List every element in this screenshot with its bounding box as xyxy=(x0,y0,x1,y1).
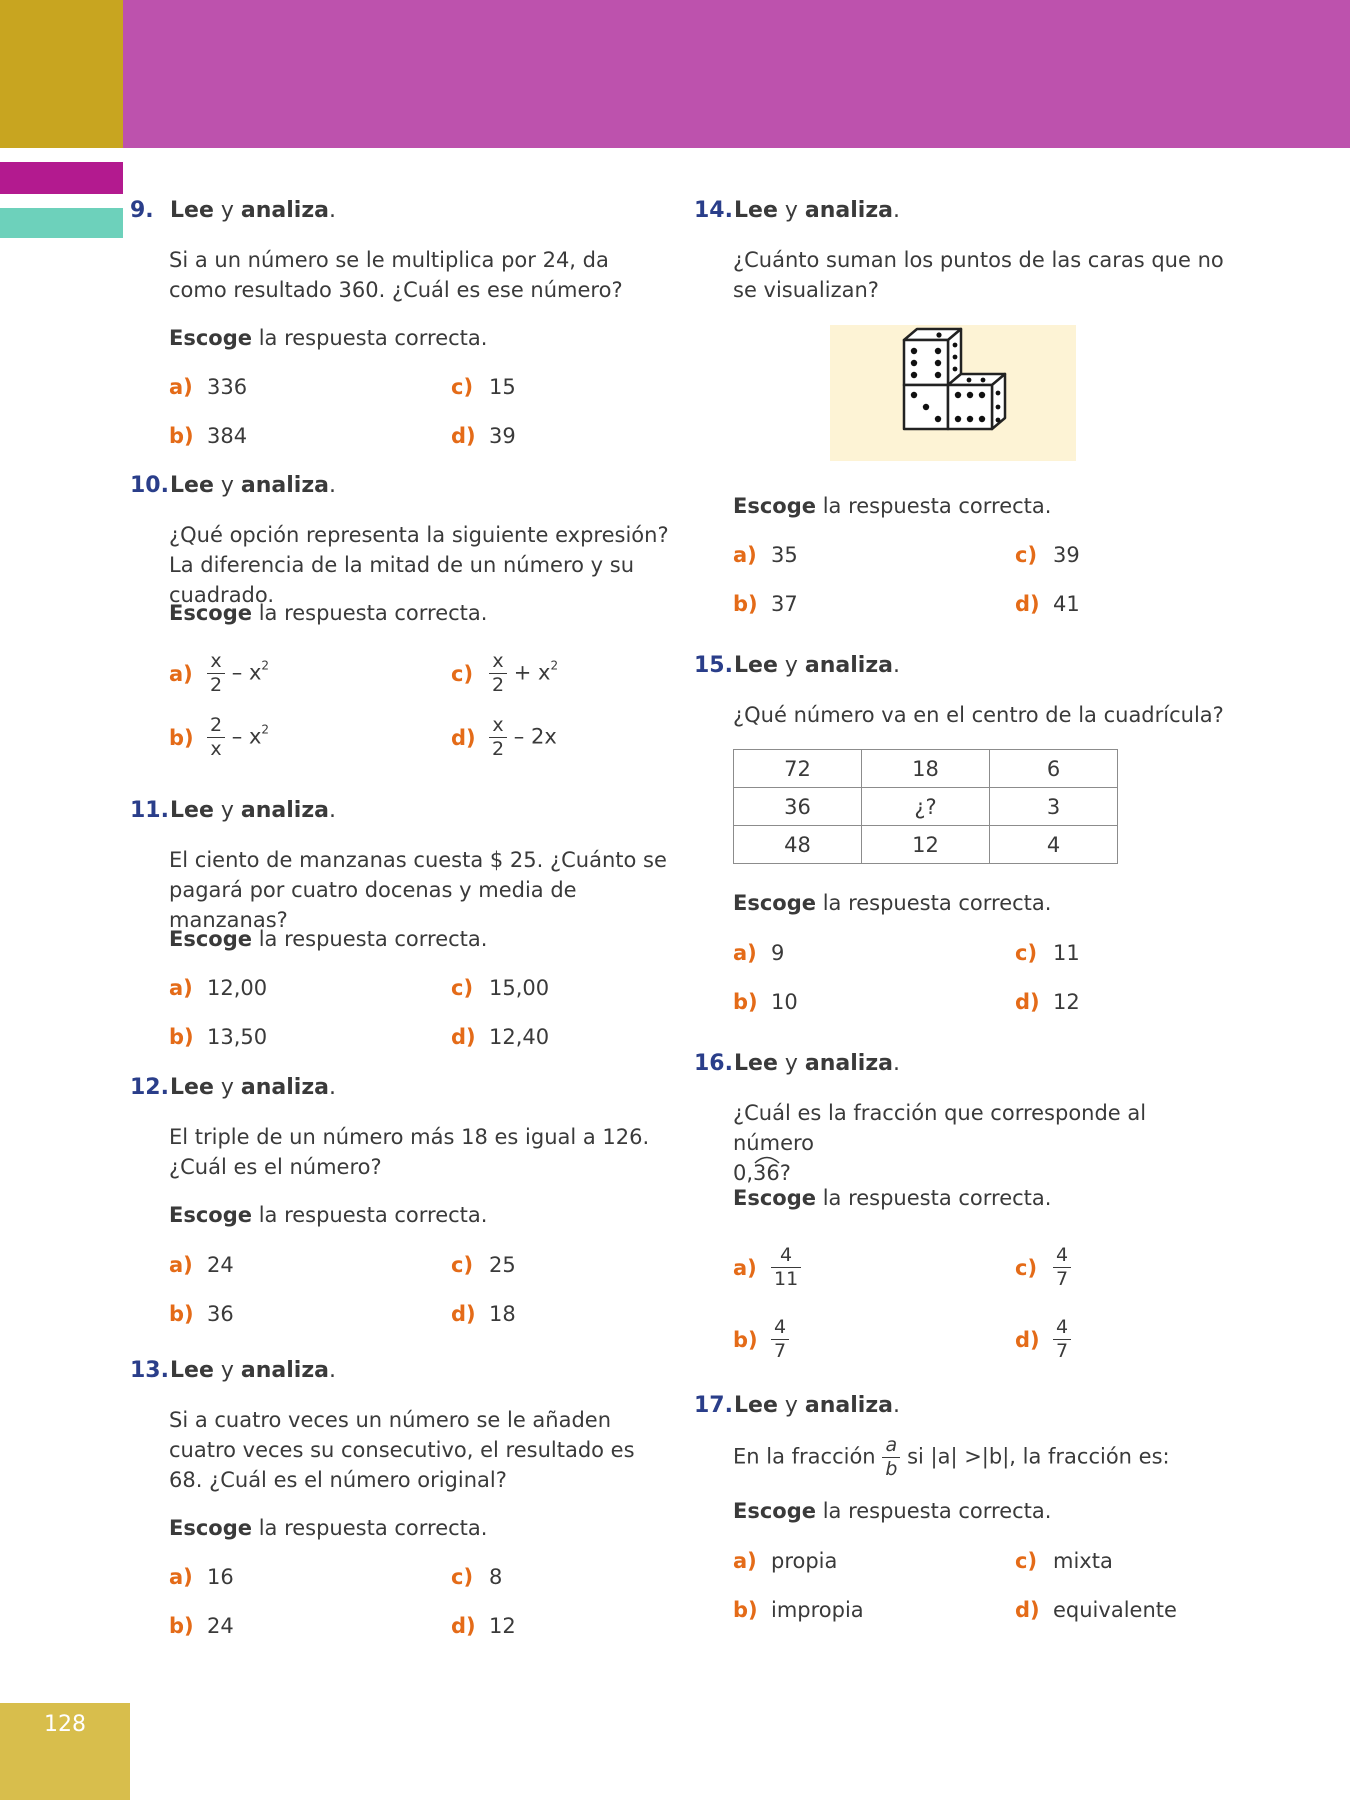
y-word: y xyxy=(220,1075,234,1100)
escoge-word: Escoge xyxy=(169,601,252,625)
option-value: 9 xyxy=(771,941,785,965)
question-14-instruction xyxy=(733,494,1051,518)
analiza-word: analiza xyxy=(240,1358,329,1383)
lee-word: Lee xyxy=(170,1358,214,1383)
grid-cell-unknown: ¿? xyxy=(862,788,990,826)
option-letter: b) xyxy=(169,424,194,448)
option-letter: c) xyxy=(1015,543,1038,567)
option-letter: d) xyxy=(451,725,476,750)
dot: . xyxy=(893,1393,900,1418)
dot: . xyxy=(893,198,900,223)
option-value: 15,00 xyxy=(489,976,550,1000)
grid-row xyxy=(734,826,1118,864)
question-17-option-a[interactable] xyxy=(733,1549,837,1573)
lee-word: Lee xyxy=(170,473,214,498)
question-11-option-c[interactable] xyxy=(451,976,549,1000)
escoge-word: Escoge xyxy=(169,927,252,951)
escoge-word: Escoge xyxy=(169,326,252,350)
repeating-decimal xyxy=(753,1158,780,1188)
question-14-option-a[interactable] xyxy=(733,543,798,567)
dot: . xyxy=(329,1358,336,1383)
question-9-option-d[interactable] xyxy=(451,424,516,448)
fraction-numerator: a xyxy=(882,1436,900,1458)
exponent: 2 xyxy=(550,658,559,673)
option-value: 36 xyxy=(207,1302,234,1326)
escoge-word: Escoge xyxy=(169,1516,252,1540)
fraction xyxy=(1053,1318,1071,1361)
question-number: 13. xyxy=(130,1358,169,1383)
option-value: 12,40 xyxy=(489,1025,550,1049)
grid-cell: 48 xyxy=(734,826,862,864)
option-letter: a) xyxy=(733,1549,757,1573)
option-value: 15 xyxy=(489,375,516,399)
question-number: 11. xyxy=(130,798,169,823)
fraction-numerator: 4 xyxy=(1053,1246,1071,1268)
question-15-instruction xyxy=(733,891,1051,915)
question-17-option-b[interactable] xyxy=(733,1598,864,1622)
option-letter: a) xyxy=(733,543,757,567)
option-letter: a) xyxy=(169,1253,193,1277)
escoge-word: Escoge xyxy=(169,1203,252,1227)
question-14-option-d[interactable] xyxy=(1015,592,1080,616)
grid-cell: 3 xyxy=(990,788,1118,826)
question-11-option-d[interactable] xyxy=(451,1025,549,1049)
statement-text: En la fracción xyxy=(733,1444,876,1469)
option-letter: d) xyxy=(451,1302,476,1326)
fraction-denominator: 7 xyxy=(1056,1268,1069,1290)
fraction xyxy=(489,716,507,759)
option-letter: a) xyxy=(169,661,193,686)
option-letter: c) xyxy=(451,1565,474,1589)
option-value: 12 xyxy=(489,1614,516,1638)
fraction-numerator: x xyxy=(207,652,225,674)
option-value: equivalente xyxy=(1053,1598,1177,1622)
option-letter: c) xyxy=(451,976,474,1000)
question-16-option-b[interactable] xyxy=(733,1318,789,1361)
dot: . xyxy=(893,1051,900,1076)
arc-icon xyxy=(753,1154,781,1164)
option-letter: b) xyxy=(169,1302,194,1326)
question-16-option-d[interactable] xyxy=(1015,1318,1071,1361)
option-letter: b) xyxy=(733,990,758,1014)
instruction-text: la respuesta correcta. xyxy=(258,601,488,625)
grid-cell: 6 xyxy=(990,750,1118,788)
question-12-option-d[interactable] xyxy=(451,1302,516,1326)
question-9-statement: Si a un número se le multiplica por 24, da como resultado 360. ¿Cuál es ese número? xyxy=(169,248,623,302)
decimal-period: 36 xyxy=(753,1161,780,1185)
option-letter: c) xyxy=(1015,1255,1038,1280)
option-value: 13,50 xyxy=(207,1025,268,1049)
option-letter: d) xyxy=(1015,592,1040,616)
question-12-option-c[interactable] xyxy=(451,1253,516,1277)
fraction-denominator: 2 xyxy=(492,738,505,760)
option-letter: d) xyxy=(451,1614,476,1638)
instruction-text: la respuesta correcta. xyxy=(258,927,488,951)
fraction xyxy=(771,1318,789,1361)
dot: . xyxy=(893,653,900,678)
option-value: 384 xyxy=(207,424,248,448)
question-9-option-c[interactable] xyxy=(451,375,516,399)
fraction-denominator: b xyxy=(885,1458,898,1480)
question-17-option-d[interactable] xyxy=(1015,1598,1177,1622)
lee-word: Lee xyxy=(734,1393,778,1418)
question-16-heading xyxy=(694,1051,900,1076)
fraction-numerator: x xyxy=(489,652,507,674)
question-17-statement xyxy=(733,1436,1253,1479)
fraction-denominator: 7 xyxy=(1056,1340,1069,1362)
option-letter: d) xyxy=(451,424,476,448)
option-letter: c) xyxy=(451,375,474,399)
analiza-word: analiza xyxy=(240,198,329,223)
instruction-text: la respuesta correcta. xyxy=(822,1499,1052,1523)
option-value: 37 xyxy=(771,592,798,616)
question-10-heading xyxy=(130,473,336,498)
question-16-instruction xyxy=(733,1186,1051,1210)
question-15-option-a[interactable] xyxy=(733,941,784,965)
analiza-word: analiza xyxy=(804,1393,893,1418)
question-number: 10. xyxy=(130,473,169,498)
option-letter: b) xyxy=(733,592,758,616)
question-10-option-d[interactable] xyxy=(451,716,557,759)
y-word: y xyxy=(784,198,798,223)
page-number: 128 xyxy=(44,1712,86,1737)
fraction-numerator: 2 xyxy=(207,716,225,738)
analiza-word: analiza xyxy=(240,473,329,498)
question-number: 16. xyxy=(694,1051,733,1076)
option-letter: a) xyxy=(169,375,193,399)
question-11-heading xyxy=(130,798,336,823)
option-value: propia xyxy=(771,1549,838,1573)
grid-cell: 18 xyxy=(862,750,990,788)
fraction xyxy=(207,716,225,759)
fraction-denominator: 11 xyxy=(774,1268,799,1290)
question-14-heading xyxy=(694,198,900,223)
escoge-word: Escoge xyxy=(733,494,816,518)
expression-term: – x xyxy=(231,660,262,685)
fraction-numerator: 4 xyxy=(771,1318,789,1340)
question-12-instruction xyxy=(169,1203,487,1227)
option-letter: d) xyxy=(1015,990,1040,1014)
question-17-heading xyxy=(694,1393,900,1418)
dot: . xyxy=(329,798,336,823)
escoge-word: Escoge xyxy=(733,1186,816,1210)
grid-cell: 72 xyxy=(734,750,862,788)
y-word: y xyxy=(784,1051,798,1076)
lee-word: Lee xyxy=(734,1051,778,1076)
dot: . xyxy=(329,198,336,223)
question-9-option-b[interactable] xyxy=(169,424,247,448)
statement-text: ¿Cuál es la fracción que corresponde al número xyxy=(733,1101,1147,1155)
option-value: 41 xyxy=(1053,592,1080,616)
header-band-left xyxy=(0,0,123,148)
grid-cell: 12 xyxy=(862,826,990,864)
fraction xyxy=(771,1246,801,1289)
option-value: 10 xyxy=(771,990,798,1014)
question-14-statement: ¿Cuánto suman los puntos de las caras que no se visualizan? xyxy=(733,248,1224,302)
option-value: 16 xyxy=(207,1565,234,1589)
question-13-option-d[interactable] xyxy=(451,1614,516,1638)
exponent: 2 xyxy=(261,658,270,673)
question-11-instruction xyxy=(169,927,487,951)
question-11-statement: El ciento de manzanas cuesta $ 25. ¿Cuánto se pagará por cuatro docenas y media de manzanas? xyxy=(169,848,667,932)
expression-term: – 2x xyxy=(513,724,557,749)
grid-cell: 4 xyxy=(990,826,1118,864)
fraction xyxy=(207,652,225,695)
dice-illustration xyxy=(830,325,1076,461)
escoge-word: Escoge xyxy=(733,891,816,915)
option-value: 8 xyxy=(489,1565,503,1589)
question-10-statement: ¿Qué opción representa la siguiente expresión? La diferencia de la mitad de un número y su cuadrado. xyxy=(169,523,669,607)
option-value: 12 xyxy=(1053,990,1080,1014)
fraction-numerator: 4 xyxy=(1053,1318,1071,1340)
grid-row xyxy=(734,788,1118,826)
question-16-option-a[interactable] xyxy=(733,1246,801,1289)
instruction-text: la respuesta correcta. xyxy=(822,1186,1052,1210)
question-13-heading xyxy=(130,1358,336,1383)
question-12-heading xyxy=(130,1075,336,1100)
lee-word: Lee xyxy=(734,653,778,678)
option-value: 25 xyxy=(489,1253,516,1277)
option-letter: c) xyxy=(451,661,474,686)
dice-icon xyxy=(830,325,1076,461)
question-12-option-a[interactable] xyxy=(169,1253,234,1277)
question-10-option-b[interactable] xyxy=(169,716,269,759)
fraction-denominator: 2 xyxy=(492,674,505,696)
analiza-word: analiza xyxy=(240,798,329,823)
question-13-option-b[interactable] xyxy=(169,1614,234,1638)
question-16-option-c[interactable] xyxy=(1015,1246,1071,1289)
question-14-option-b[interactable] xyxy=(733,592,798,616)
expression-term: + x xyxy=(513,660,551,685)
number-grid xyxy=(733,749,1118,864)
analiza-word: analiza xyxy=(240,1075,329,1100)
side-tab-teal xyxy=(0,208,123,238)
option-value: 39 xyxy=(489,424,516,448)
question-15-option-c[interactable] xyxy=(1015,941,1080,965)
option-value: impropia xyxy=(771,1598,864,1622)
side-tab-magenta xyxy=(0,162,123,194)
y-word: y xyxy=(220,798,234,823)
question-number: 12. xyxy=(130,1075,169,1100)
dot: . xyxy=(329,1075,336,1100)
option-value: 39 xyxy=(1053,543,1080,567)
option-letter: b) xyxy=(169,1025,194,1049)
option-value: 12,00 xyxy=(207,976,268,1000)
fraction xyxy=(489,652,507,695)
question-13-option-a[interactable] xyxy=(169,1565,234,1589)
option-letter: d) xyxy=(1015,1598,1040,1622)
option-letter: d) xyxy=(1015,1327,1040,1352)
question-14-option-c[interactable] xyxy=(1015,543,1080,567)
question-9-instruction xyxy=(169,326,487,350)
question-mark: ? xyxy=(779,1161,791,1185)
y-word: y xyxy=(220,1358,234,1383)
instruction-text: la respuesta correcta. xyxy=(822,891,1052,915)
option-value: 35 xyxy=(771,543,798,567)
fraction-denominator: 2 xyxy=(210,674,223,696)
question-10-option-a[interactable] xyxy=(169,652,269,695)
expression-term: – x xyxy=(231,724,262,749)
lee-word: Lee xyxy=(170,1075,214,1100)
question-11-option-b[interactable] xyxy=(169,1025,267,1049)
y-word: y xyxy=(784,1393,798,1418)
question-number: 9. xyxy=(130,198,154,223)
instruction-text: la respuesta correcta. xyxy=(258,326,488,350)
question-13-option-c[interactable] xyxy=(451,1565,502,1589)
instruction-text: la respuesta correcta. xyxy=(822,494,1052,518)
option-value: mixta xyxy=(1053,1549,1113,1573)
fraction-numerator: 4 xyxy=(771,1246,801,1268)
option-value: 11 xyxy=(1053,941,1080,965)
grid-cell: 36 xyxy=(734,788,862,826)
option-letter: a) xyxy=(169,976,193,1000)
question-number: 14. xyxy=(694,198,733,223)
y-word: y xyxy=(220,473,234,498)
option-letter: a) xyxy=(733,1255,757,1280)
option-letter: a) xyxy=(169,1565,193,1589)
fraction-numerator: x xyxy=(489,716,507,738)
y-word: y xyxy=(784,653,798,678)
question-15-option-b[interactable] xyxy=(733,990,798,1014)
option-letter: a) xyxy=(733,941,757,965)
option-letter: c) xyxy=(451,1253,474,1277)
question-number: 15. xyxy=(694,653,733,678)
question-10-option-c[interactable] xyxy=(451,652,558,695)
question-number: 17. xyxy=(694,1393,733,1418)
analiza-word: analiza xyxy=(804,653,893,678)
fraction-denominator: x xyxy=(210,738,222,760)
fraction xyxy=(882,1436,900,1479)
question-9-heading xyxy=(130,198,336,223)
question-15-statement: ¿Qué número va en el centro de la cuadrícula? xyxy=(733,703,1224,727)
option-letter: b) xyxy=(169,1614,194,1638)
option-letter: b) xyxy=(733,1327,758,1352)
question-17-option-c[interactable] xyxy=(1015,1549,1113,1573)
question-10-instruction xyxy=(169,601,487,625)
grid-row xyxy=(734,750,1118,788)
option-value: 18 xyxy=(489,1302,516,1326)
option-letter: d) xyxy=(451,1025,476,1049)
lee-word: Lee xyxy=(734,198,778,223)
question-13-instruction xyxy=(169,1516,487,1540)
option-value: 336 xyxy=(207,375,248,399)
instruction-text: la respuesta correcta. xyxy=(258,1203,488,1227)
fraction xyxy=(1053,1246,1071,1289)
option-value: 24 xyxy=(207,1614,234,1638)
question-12-option-b[interactable] xyxy=(169,1302,234,1326)
lee-word: Lee xyxy=(170,198,214,223)
question-11-option-a[interactable] xyxy=(169,976,267,1000)
question-15-option-d[interactable] xyxy=(1015,990,1080,1014)
question-17-instruction xyxy=(733,1499,1051,1523)
option-letter: c) xyxy=(1015,941,1038,965)
option-value: 24 xyxy=(207,1253,234,1277)
exponent: 2 xyxy=(261,722,270,737)
instruction-text: la respuesta correcta. xyxy=(258,1516,488,1540)
lee-word: Lee xyxy=(170,798,214,823)
header-band-top xyxy=(123,0,1350,148)
question-13-statement: Si a cuatro veces un número se le añaden cuatro veces su consecutivo, el resultado es 68. ¿Cuál es el número original? xyxy=(169,1408,635,1492)
escoge-word: Escoge xyxy=(733,1499,816,1523)
y-word: y xyxy=(220,198,234,223)
question-15-heading xyxy=(694,653,900,678)
question-9-option-a[interactable] xyxy=(169,375,247,399)
analiza-word: analiza xyxy=(804,1051,893,1076)
question-12-statement: El triple de un número más 18 es igual a 126. ¿Cuál es el número? xyxy=(169,1125,650,1179)
statement-text: si |a| >|b|, la fracción es: xyxy=(907,1444,1170,1469)
dot: . xyxy=(329,473,336,498)
decimal-integer-part: 0, xyxy=(733,1161,754,1185)
option-letter: c) xyxy=(1015,1549,1038,1573)
fraction-denominator: 7 xyxy=(774,1340,787,1362)
option-letter: b) xyxy=(733,1598,758,1622)
option-letter: b) xyxy=(169,725,194,750)
analiza-word: analiza xyxy=(804,198,893,223)
question-16-statement xyxy=(733,1098,1233,1188)
